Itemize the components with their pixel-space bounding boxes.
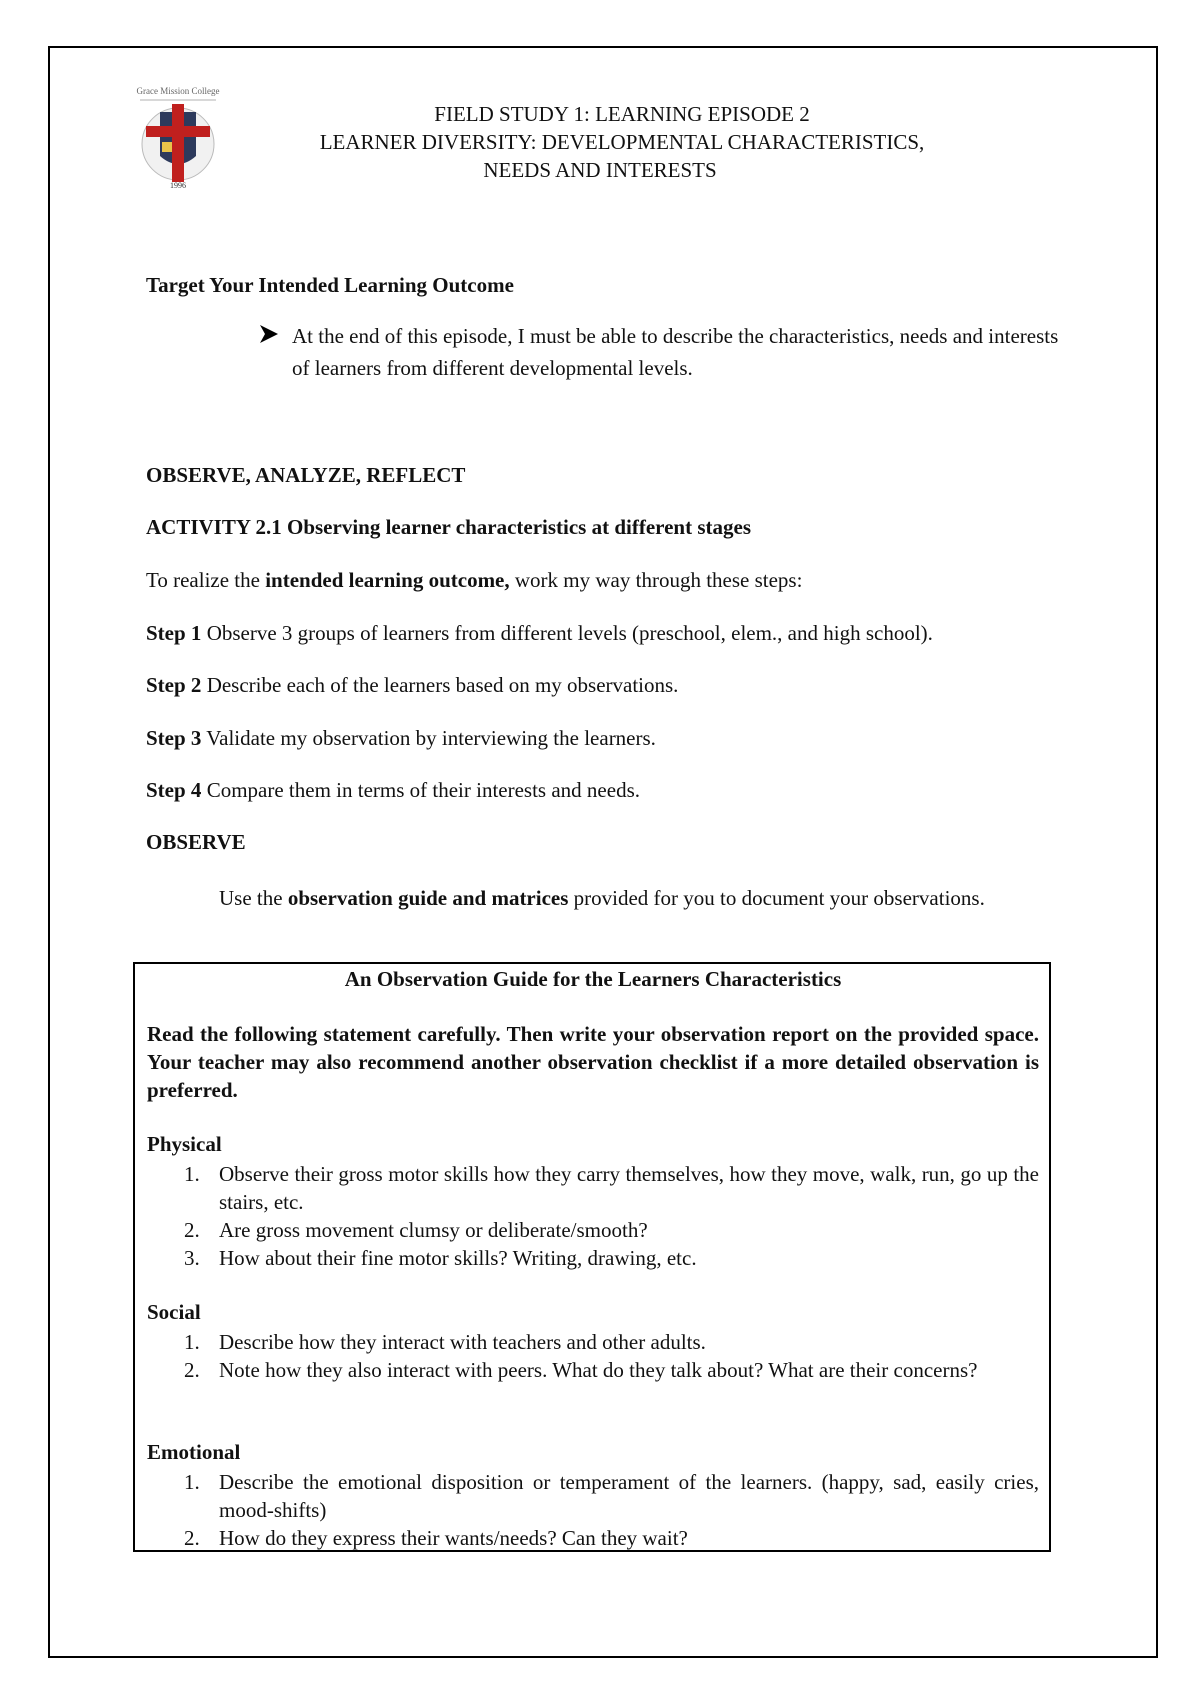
step-4 bbox=[146, 778, 1061, 803]
observe-text: Use the bbox=[219, 886, 288, 910]
observe-paragraph bbox=[146, 883, 1058, 913]
emotional-heading: Emotional bbox=[147, 1440, 241, 1464]
logo-year: 1996 bbox=[170, 181, 186, 190]
logo-arc-text: Grace Mission College bbox=[136, 86, 220, 96]
list-item-text: Observe their gross motor skills how they carry themselves, how they move, walk, run, go up the stairs, etc. bbox=[219, 1162, 1039, 1214]
step-label: Step 4 bbox=[146, 778, 202, 802]
section-heading: OBSERVE, ANALYZE, REFLECT bbox=[146, 463, 466, 487]
step-text: Compare them in terms of their interests and needs. bbox=[201, 778, 640, 802]
activity-title: ACTIVITY 2.1 Observing learner characteristics at different stages bbox=[146, 515, 752, 539]
step-label: Step 3 bbox=[146, 726, 202, 750]
step-2 bbox=[146, 673, 1061, 698]
list-item-text: Describe how they interact with teachers and other adults. bbox=[219, 1330, 706, 1354]
observe-bold-text: observation guide and matrices bbox=[287, 886, 569, 910]
outcome-bullet-text: At the end of this episode, I must be able to describe the characteristics, needs and interests of learners from different developmental levels. bbox=[292, 324, 1059, 380]
physical-heading: Physical bbox=[147, 1132, 222, 1156]
social-heading: Social bbox=[147, 1300, 201, 1324]
activity-intro bbox=[146, 568, 1061, 593]
step-text: Describe each of the learners based on my observations. bbox=[201, 673, 679, 697]
step-label: Step 2 bbox=[146, 673, 202, 697]
document-header bbox=[140, 100, 1060, 184]
list-item-text: How about their fine motor skills? Writing, drawing, etc. bbox=[219, 1246, 697, 1270]
list-item-text: How do they express their wants/needs? Can they wait? bbox=[219, 1526, 688, 1550]
observation-guide-box: An Observation Guide for the Learners Characteristics Read the following statement carefully. Then write your observation report on the provided space. Your teacher may also recommend another observation checklist if a more detailed observation is preferred. Physical 1. Observe their gross motor skills how they carry themselves, how they move, walk, run, go up the stairs, etc. 2. Are gross movement clumsy or deliberate/smooth? 3. How about their fine motor skills? Writing, drawing, etc. Social 1. Describe how they interact with teachers and other adults. 2. Note how they also interact with peers. What do they talk about? What are their concerns? Emotional 1. Describe the emotional disposition or temperament of the learners. (happy, sad, easily cries, mood-shifts) 2. How do they express their wants/needs? Can they wait? bbox=[133, 962, 1051, 1552]
list-item-text: Describe the emotional disposition or temperament of the learners. (happy, sad, easily cries, mood-shifts) bbox=[219, 1470, 1039, 1522]
header-line-3: NEEDS AND INTERESTS bbox=[483, 158, 717, 182]
observe-text-end: provided for you to document your observations. bbox=[568, 886, 985, 910]
list-item-text: Are gross movement clumsy or deliberate/smooth? bbox=[219, 1218, 648, 1242]
intro-bold-text: intended learning outcome, bbox=[265, 568, 510, 592]
step-1 bbox=[146, 621, 1061, 646]
step-label: Step 1 bbox=[146, 621, 202, 645]
header-line-1: FIELD STUDY 1: LEARNING EPISODE 2 bbox=[434, 102, 810, 126]
list-item-text: Note how they also interact with peers. What do they talk about? What are their concerns? bbox=[219, 1358, 978, 1382]
step-3 bbox=[146, 726, 1061, 751]
outcome-heading: Target Your Intended Learning Outcome bbox=[146, 273, 514, 297]
intro-text-end: work my way through these steps: bbox=[509, 568, 803, 592]
intro-text: To realize the bbox=[146, 568, 266, 592]
guide-title: An Observation Guide for the Learners Characteristics bbox=[344, 967, 842, 991]
guide-instructions: Read the following statement carefully. Then write your observation report on the provided space. Your teacher may also recommend another observation checklist if a more detailed observation is preferred. bbox=[147, 1022, 1039, 1102]
arrow-bullet-icon bbox=[258, 323, 280, 345]
observe-heading: OBSERVE bbox=[146, 830, 246, 854]
step-text: Validate my observation by interviewing the learners. bbox=[201, 726, 656, 750]
step-text: Observe 3 groups of learners from different levels (preschool, elem., and high school). bbox=[201, 621, 933, 645]
header-line-2: LEARNER DIVERSITY: DEVELOPMENTAL CHARACTERISTICS, bbox=[319, 130, 925, 154]
